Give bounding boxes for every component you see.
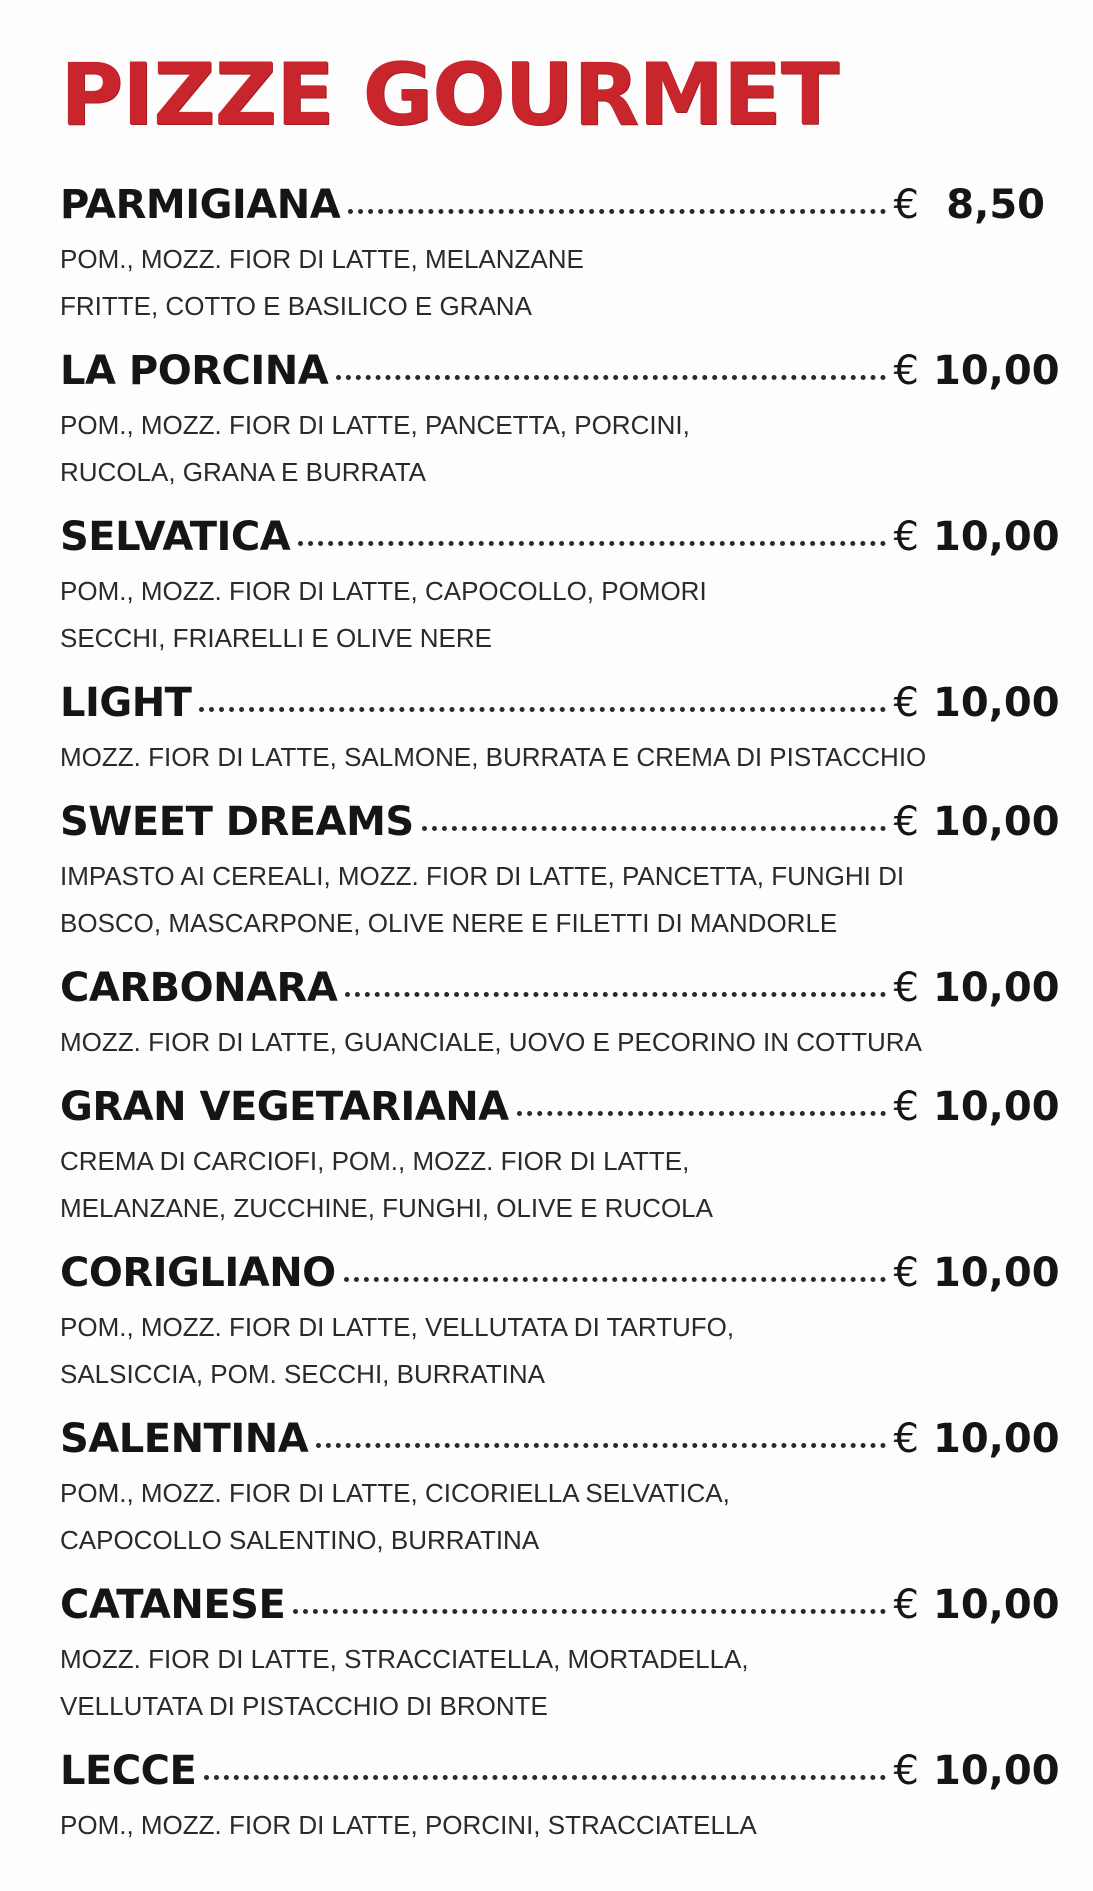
menu-item xyxy=(60,514,1060,680)
menu-item-header xyxy=(60,680,1060,734)
euro-symbol: € xyxy=(893,182,919,228)
menu-item-description: MOZZ. FIOR DI LATTE, STRACCIATELLA, MORTADELLA, xyxy=(60,1644,749,1674)
menu-item-description: CREMA DI CARCIOFI, POM., MOZZ. FIOR DI LATTE, xyxy=(60,1146,690,1176)
menu-item-price: 10,00 xyxy=(933,680,1060,726)
menu-item-description: POM., MOZZ. FIOR DI LATTE, PORCINI, STRACCIATELLA xyxy=(60,1810,757,1840)
menu-item-header xyxy=(60,1084,1060,1138)
menu-item-name: SELVATICA xyxy=(60,514,291,560)
menu-item-price: 8,50 xyxy=(946,182,1045,228)
menu-item-description: BOSCO, MASCARPONE, OLIVE NERE E FILETTI DI MANDORLE xyxy=(60,908,838,938)
dotted-leader xyxy=(348,209,885,214)
menu-item-header xyxy=(60,799,1060,853)
dotted-leader xyxy=(336,375,885,380)
dotted-leader xyxy=(199,707,885,712)
menu-item xyxy=(60,1084,1060,1250)
dotted-leader xyxy=(316,1443,885,1448)
menu-item-description: VELLUTATA DI PISTACCHIO DI BRONTE xyxy=(60,1691,548,1721)
menu-item-description: POM., MOZZ. FIOR DI LATTE, MELANZANE xyxy=(60,244,584,274)
euro-symbol: € xyxy=(893,1416,919,1462)
menu-item-description: CAPOCOLLO SALENTINO, BURRATINA xyxy=(60,1525,540,1555)
menu-item-name: GRAN VEGETARIANA xyxy=(60,1084,509,1130)
menu-item-description: POM., MOZZ. FIOR DI LATTE, PANCETTA, PORCINI, xyxy=(60,410,690,440)
menu-title: PIZZE GOURMET xyxy=(60,45,839,145)
menu-item xyxy=(60,680,1060,799)
menu-item-price: 10,00 xyxy=(933,514,1060,560)
menu-item-description: POM., MOZZ. FIOR DI LATTE, CICORIELLA SELVATICA, xyxy=(60,1478,730,1508)
menu-item-header xyxy=(60,1582,1060,1636)
menu-item-price: 10,00 xyxy=(933,799,1060,845)
menu-item-header xyxy=(60,1748,1060,1802)
menu-item-description: POM., MOZZ. FIOR DI LATTE, VELLUTATA DI TARTUFO, xyxy=(60,1312,735,1342)
menu-item-name: LIGHT xyxy=(60,680,192,726)
menu-item-description: RUCOLA, GRANA E BURRATA xyxy=(60,457,426,487)
menu-item-name: LECCE xyxy=(60,1748,197,1794)
euro-symbol: € xyxy=(893,965,919,1011)
menu-item xyxy=(60,1416,1060,1582)
menu-item-price: 10,00 xyxy=(933,1084,1060,1130)
menu-item xyxy=(60,182,1045,348)
menu-item-price: 10,00 xyxy=(933,1748,1060,1794)
menu-item-name: SWEET DREAMS xyxy=(60,799,414,845)
menu-item xyxy=(60,965,1060,1084)
menu-item-description: MELANZANE, ZUCCHINE, FUNGHI, OLIVE E RUCOLA xyxy=(60,1193,713,1223)
menu-item-header xyxy=(60,965,1060,1019)
menu-item-name: CATANESE xyxy=(60,1582,286,1628)
dotted-leader xyxy=(422,826,886,831)
menu-item xyxy=(60,799,1060,965)
dotted-leader xyxy=(517,1111,886,1116)
menu-item-price: 10,00 xyxy=(933,1582,1060,1628)
menu-item-description: SECCHI, FRIARELLI E OLIVE NERE xyxy=(60,623,493,653)
menu-item-price: 10,00 xyxy=(933,1416,1060,1462)
dotted-leader xyxy=(298,541,885,546)
euro-symbol: € xyxy=(893,799,919,845)
dotted-leader xyxy=(293,1609,885,1614)
euro-symbol: € xyxy=(893,514,919,560)
euro-symbol: € xyxy=(893,1084,919,1130)
menu-item-header xyxy=(60,1416,1060,1470)
menu-item-description: SALSICCIA, POM. SECCHI, BURRATINA xyxy=(60,1359,545,1389)
menu-item-header xyxy=(60,348,1060,402)
menu-item-header xyxy=(60,1250,1060,1304)
menu-item-name: PARMIGIANA xyxy=(60,182,341,228)
menu-item-price: 10,00 xyxy=(933,1250,1060,1296)
euro-symbol: € xyxy=(893,348,919,394)
euro-symbol: € xyxy=(893,680,919,726)
menu-item-name: SALENTINA xyxy=(60,1416,309,1462)
menu-item-description: IMPASTO AI CEREALI, MOZZ. FIOR DI LATTE, PANCETTA, FUNGHI DI xyxy=(60,861,905,891)
menu-item xyxy=(60,348,1060,514)
menu-item xyxy=(60,1582,1060,1748)
menu-item-price: 10,00 xyxy=(933,965,1060,1011)
euro-symbol: € xyxy=(893,1582,919,1628)
menu-item-list xyxy=(60,182,1060,1867)
dotted-leader xyxy=(344,1277,886,1282)
menu-item-description: MOZZ. FIOR DI LATTE, SALMONE, BURRATA E CREMA DI PISTACCHIO xyxy=(60,742,927,772)
euro-symbol: € xyxy=(893,1250,919,1296)
menu-item-description: FRITTE, COTTO E BASILICO E GRANA xyxy=(60,291,532,321)
dotted-leader xyxy=(345,992,885,997)
menu-item-description: MOZZ. FIOR DI LATTE, GUANCIALE, UOVO E PECORINO IN COTTURA xyxy=(60,1027,922,1057)
menu-item-header xyxy=(60,182,1045,236)
menu-item-name: CARBONARA xyxy=(60,965,338,1011)
euro-symbol: € xyxy=(893,1748,919,1794)
menu-item-price: 10,00 xyxy=(933,348,1060,394)
menu-item-name: LA PORCINA xyxy=(60,348,329,394)
menu-item-name: CORIGLIANO xyxy=(60,1250,336,1296)
menu-item xyxy=(60,1250,1060,1416)
menu-item-description: POM., MOZZ. FIOR DI LATTE, CAPOCOLLO, POMORI xyxy=(60,576,707,606)
menu-item xyxy=(60,1748,1060,1867)
dotted-leader xyxy=(204,1775,885,1780)
menu-item-header xyxy=(60,514,1060,568)
